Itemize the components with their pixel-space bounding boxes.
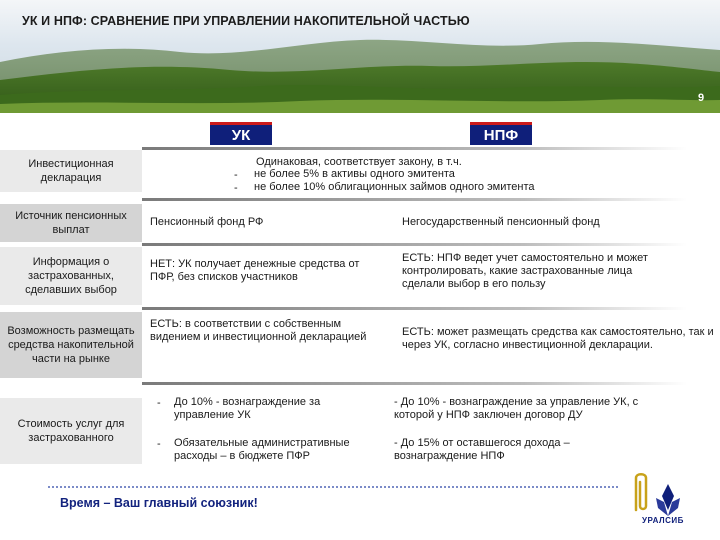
page-number: 9 bbox=[698, 92, 705, 104]
cost-npf-item-2: - До 15% от оставшегося дохода – вознаграждение НПФ bbox=[394, 437, 570, 462]
footer-divider bbox=[48, 486, 618, 488]
row-divider bbox=[142, 382, 687, 385]
source-uk-text: Пенсионный фонд РФ bbox=[150, 216, 264, 228]
cost-uk-bullet-mark: - bbox=[157, 438, 161, 450]
page-title: УК И НПФ: СРАВНЕНИЕ ПРИ УПРАВЛЕНИИ НАКОПИТЕЛЬНОЙ ЧАСТЬЮ bbox=[22, 14, 470, 28]
cost-uk-item-1: До 10% - вознаграждение за управление УК bbox=[174, 396, 321, 421]
cost-uk-bullet-mark: - bbox=[157, 397, 161, 409]
info-uk-text: НЕТ: УК получает денежные средства от ПФР, без списков участников bbox=[150, 258, 360, 283]
column-header-npf: НПФ bbox=[470, 122, 532, 145]
source-npf-text: Негосударственный пенсионный фонд bbox=[402, 216, 600, 228]
row-label-declaration: Инвестиционная декларация bbox=[0, 150, 142, 192]
placement-npf-text: ЕСТЬ: может размещать средства как самостоятельно, так и через УК, согласно инвестиционной декларации. bbox=[402, 326, 714, 351]
declaration-bullet-mark: - bbox=[234, 182, 238, 194]
cost-npf-item-1: - До 10% - вознаграждение за управление УК, с которой у НПФ заключен договор ДУ bbox=[394, 396, 639, 421]
row-divider bbox=[142, 147, 687, 150]
row-label-source: Источник пенсионных выплат bbox=[0, 204, 142, 242]
column-header-uk: УК bbox=[210, 122, 272, 145]
footer-slogan: Время – Ваш главный союзник! bbox=[60, 496, 258, 510]
placement-uk-text: ЕСТЬ: в соответствии с собственным видением и инвестиционной декларацией bbox=[150, 318, 367, 343]
row-divider bbox=[142, 307, 687, 310]
row-label-info: Информация о застрахованных, сделавших выбор bbox=[0, 247, 142, 305]
row-divider bbox=[142, 198, 687, 201]
declaration-bullet-1: не более 5% в активы одного эмитента bbox=[254, 168, 455, 180]
declaration-bullet-mark: - bbox=[234, 169, 238, 181]
declaration-bullet-2: не более 10% облигационных займов одного эмитента bbox=[254, 181, 535, 193]
info-npf-text: ЕСТЬ: НПФ ведет учет самостоятельно и может контролировать, какие застрахованные лица сделали выбор в его пользу bbox=[402, 252, 648, 290]
declaration-shared-text: Одинаковая, соответствует закону, в т.ч. bbox=[256, 156, 462, 168]
row-divider bbox=[142, 243, 687, 246]
cost-uk-item-2: Обязательные административные расходы – в бюджете ПФР bbox=[174, 437, 350, 462]
row-label-cost: Стоимость услуг для застрахованного bbox=[0, 398, 142, 464]
company-logo-text: УРАЛСИБ bbox=[642, 516, 684, 525]
row-label-placement: Возможность размещать средства накопительной части на рынке bbox=[0, 312, 142, 378]
